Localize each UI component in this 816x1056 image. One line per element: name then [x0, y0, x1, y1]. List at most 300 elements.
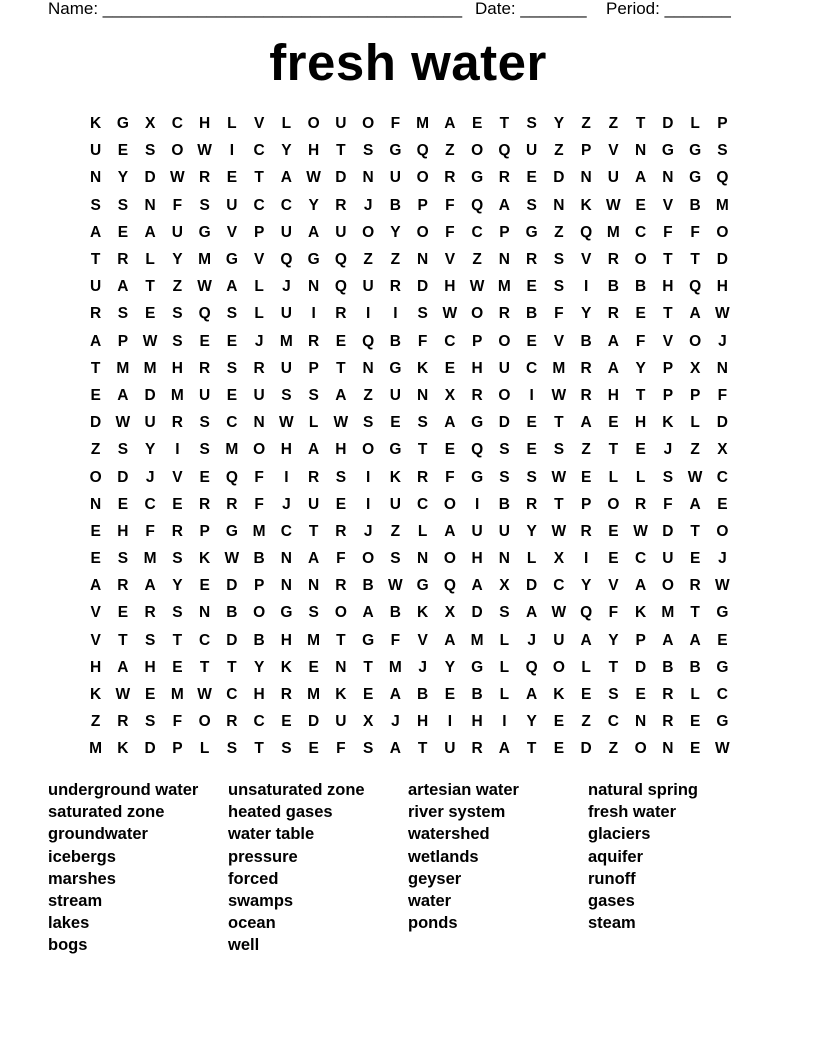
grid-letter: N — [199, 604, 211, 622]
grid-letter: V — [662, 332, 674, 350]
grid-letter: S — [362, 414, 374, 432]
grid-letter: M — [116, 359, 130, 377]
grid-letter: K — [417, 359, 429, 377]
grid-letter: E — [117, 495, 129, 513]
grid-letter: N — [498, 251, 510, 269]
grid-letter: U — [226, 196, 238, 214]
grid-letter: G — [661, 142, 674, 160]
grid-letter: S — [499, 468, 510, 486]
grid-letter: U — [280, 359, 292, 377]
grid-letter: L — [145, 251, 155, 269]
grid-letter: W — [606, 196, 621, 214]
grid-letter: M — [606, 223, 620, 241]
grid-letter: H — [716, 278, 728, 296]
grid-letter: F — [390, 115, 401, 133]
grid-letter: C — [280, 522, 292, 540]
grid-letter: N — [553, 196, 565, 214]
grid-letter: I — [502, 713, 507, 731]
grid-letter: C — [199, 631, 211, 649]
grid-letter: G — [689, 169, 702, 187]
grid-letter: S — [172, 332, 183, 350]
grid-letter: E — [362, 686, 374, 704]
grid-letter: F — [690, 223, 700, 241]
grid-letter: C — [253, 713, 265, 731]
grid-letter: M — [225, 441, 239, 459]
grid-letter: Q — [443, 577, 456, 595]
grid-letter: S — [199, 414, 210, 432]
grid-letter: T — [308, 522, 319, 540]
grid-letter: L — [417, 522, 428, 540]
word-bank-item: swamps — [228, 892, 294, 911]
grid-letter: V — [580, 251, 592, 269]
grid-letter: Y — [117, 169, 129, 187]
grid-letter: U — [280, 305, 292, 323]
grid-letter: S — [117, 196, 129, 214]
word-bank-item: groundwater — [48, 825, 148, 844]
grid-letter: W — [551, 468, 567, 486]
grid-letter: H — [662, 278, 674, 296]
grid-letter: J — [527, 631, 536, 649]
grid-letter: H — [90, 658, 102, 676]
grid-letter: V — [226, 223, 238, 241]
grid-letter: W — [469, 278, 485, 296]
grid-letter: J — [282, 278, 291, 296]
grid-letter: X — [717, 441, 728, 459]
grid-letter: E — [117, 223, 129, 241]
grid-letter: Z — [363, 386, 373, 404]
grid-letter: B — [389, 196, 401, 214]
grid-letter: C — [526, 359, 538, 377]
grid-letter: R — [662, 686, 674, 704]
grid-letter: M — [307, 631, 321, 649]
grid-letter: N — [362, 359, 374, 377]
grid-row — [82, 192, 736, 219]
grid-letter: Y — [308, 196, 319, 214]
grid-letter: T — [336, 142, 346, 160]
grid-letter: R — [226, 713, 238, 731]
grid-letter: V — [444, 251, 456, 269]
grid-letter: L — [690, 115, 700, 133]
grid-letter: R — [117, 713, 129, 731]
grid-letter: O — [716, 223, 729, 241]
grid-letter: U — [171, 223, 183, 241]
grid-letter: Y — [444, 658, 456, 676]
grid-letter: E — [580, 686, 592, 704]
word-bank-item: unsaturated zone — [228, 781, 365, 799]
grid-letter: P — [580, 142, 592, 160]
word-bank-item: saturated zone — [48, 803, 165, 822]
grid-row — [82, 355, 736, 382]
grid-letter: G — [198, 223, 211, 241]
grid-letter: S — [526, 468, 537, 486]
grid-letter: T — [635, 115, 646, 133]
word-bank-item: water table — [228, 825, 315, 844]
grid-letter: C — [226, 686, 238, 704]
grid-letter: P — [580, 495, 592, 513]
grid-letter: G — [225, 251, 238, 269]
grid-letter: H — [635, 414, 647, 432]
grid-letter: O — [634, 251, 647, 269]
grid-letter: N — [635, 713, 647, 731]
grid-letter: O — [607, 495, 620, 513]
grid-letter: P — [117, 332, 129, 350]
grid-letter: W — [551, 604, 567, 622]
word-bank-item: aquifer — [588, 847, 644, 866]
grid-row — [82, 545, 736, 572]
grid-letter: U — [498, 522, 510, 540]
grid-letter: N — [498, 550, 510, 568]
grid-letter: V — [90, 604, 101, 622]
grid-letter: R — [417, 468, 429, 486]
grid-letter: D — [144, 169, 156, 187]
grid-letter: D — [716, 414, 728, 432]
grid-letter: L — [254, 278, 264, 296]
grid-letter: S — [199, 196, 210, 214]
grid-letter: A — [90, 223, 102, 241]
grid-letter: G — [362, 631, 375, 649]
grid-letter: R — [117, 251, 129, 269]
grid-letter: J — [145, 468, 155, 486]
grid-letter: P — [689, 386, 701, 404]
grid-letter: D — [144, 740, 156, 758]
grid-letter: U — [90, 142, 102, 160]
grid-letter: P — [253, 577, 265, 595]
grid-letter: A — [144, 223, 156, 241]
grid-letter: Z — [581, 441, 591, 459]
grid-letter: W — [388, 577, 403, 595]
grid-letter: L — [199, 740, 210, 758]
grid-letter: J — [718, 550, 727, 568]
grid-letter: E — [335, 495, 347, 513]
grid-letter: U — [335, 115, 347, 133]
grid-letter: E — [199, 332, 210, 350]
grid-letter: R — [389, 278, 401, 296]
grid-row — [82, 654, 736, 681]
grid-letter: Q — [580, 223, 593, 241]
word-bank-item: heated gases — [228, 803, 333, 822]
grid-letter: E — [172, 658, 183, 676]
word-bank-item: glaciers — [588, 825, 651, 844]
grid-letter: A — [471, 577, 483, 595]
grid-letter: B — [580, 332, 592, 350]
grid-letter: E — [717, 495, 728, 513]
grid-letter: U — [389, 495, 401, 513]
grid-letter: I — [311, 305, 316, 323]
grid-row — [82, 219, 736, 246]
grid-letter: F — [635, 332, 646, 350]
grid-letter: T — [254, 740, 264, 758]
grid-letter: E — [526, 169, 537, 187]
word-bank-item: underground water — [48, 781, 199, 799]
grid-letter: R — [308, 332, 320, 350]
grid-letter: E — [144, 686, 156, 704]
grid-letter: A — [226, 278, 238, 296]
word-bank-item: watershed — [408, 825, 490, 844]
grid-letter: F — [172, 196, 183, 214]
grid-letter: F — [554, 305, 564, 323]
grid-letter: N — [417, 251, 429, 269]
grid-letter: R — [144, 604, 156, 622]
grid-letter: A — [389, 740, 401, 758]
grid-letter: T — [118, 631, 128, 649]
grid-letter: N — [362, 169, 374, 187]
grid-letter: G — [307, 251, 320, 269]
grid-letter: Y — [526, 522, 537, 540]
grid-letter: Z — [172, 278, 183, 296]
grid-letter: W — [715, 305, 730, 323]
grid-letter: T — [145, 278, 155, 296]
grid-letter: T — [608, 658, 619, 676]
grid-letter: V — [172, 468, 183, 486]
grid-letter: Y — [580, 305, 592, 323]
grid-letter: E — [635, 686, 646, 704]
grid-letter: S — [553, 441, 565, 459]
grid-letter: B — [689, 658, 701, 676]
grid-letter: A — [526, 686, 538, 704]
grid-letter: L — [581, 658, 591, 676]
grid-letter: R — [90, 305, 102, 323]
grid-letter: E — [199, 468, 210, 486]
grid-letter: W — [197, 686, 212, 704]
grid-letter: S — [526, 115, 537, 133]
grid-letter: R — [580, 386, 592, 404]
grid-letter: S — [308, 386, 319, 404]
grid-letter: C — [171, 115, 183, 133]
grid-letter: C — [607, 713, 619, 731]
grid-letter: M — [170, 386, 184, 404]
grid-letter: G — [716, 658, 729, 676]
grid-letter: X — [144, 115, 156, 133]
grid-row — [82, 382, 736, 409]
grid-letter: D — [526, 577, 538, 595]
grid-letter: T — [663, 251, 673, 269]
grid-letter: A — [526, 604, 538, 622]
grid-letter: Q — [471, 441, 484, 459]
grid-letter: R — [335, 305, 347, 323]
grid-letter: B — [253, 550, 265, 568]
grid-row — [82, 137, 736, 164]
grid-letter: C — [253, 142, 265, 160]
grid-letter: G — [689, 142, 702, 160]
grid-letter: S — [499, 604, 510, 622]
grid-letter: A — [90, 332, 102, 350]
grid-letter: N — [144, 196, 156, 214]
grid-letter: A — [444, 522, 456, 540]
grid-letter: E — [717, 631, 728, 649]
grid-letter: E — [144, 305, 156, 323]
grid-letter: F — [445, 196, 455, 214]
grid-letter: D — [553, 169, 565, 187]
grid-letter: O — [89, 468, 102, 486]
grid-letter: C — [471, 223, 483, 241]
grid-letter: A — [90, 577, 102, 595]
grid-letter: T — [254, 169, 264, 187]
grid-letter: A — [689, 305, 701, 323]
grid-row — [82, 735, 736, 762]
grid-letter: I — [447, 713, 453, 731]
grid-letter: M — [497, 278, 511, 296]
grid-row — [82, 273, 736, 300]
grid-letter: F — [172, 713, 183, 731]
grid-letter: K — [335, 686, 347, 704]
grid-letter: Q — [525, 658, 538, 676]
grid-letter: T — [499, 115, 510, 133]
grid-letter: N — [90, 495, 102, 513]
grid-letter: O — [198, 713, 211, 731]
grid-letter: R — [335, 196, 347, 214]
grid-letter: D — [90, 414, 102, 432]
grid-letter: K — [90, 686, 102, 704]
grid-letter: G — [416, 577, 429, 595]
grid-letter: E — [608, 522, 619, 540]
grid-letter: B — [635, 278, 647, 296]
grid-letter: U — [362, 278, 374, 296]
grid-letter: Q — [498, 142, 511, 160]
grid-letter: O — [307, 115, 320, 133]
grid-letter: W — [197, 142, 212, 160]
grid-letter: H — [471, 359, 483, 377]
grid-letter: Z — [554, 142, 564, 160]
grid-letter: I — [474, 495, 480, 513]
grid-letter: D — [498, 414, 510, 432]
grid-letter: R — [580, 522, 592, 540]
grid-letter: S — [281, 386, 292, 404]
grid-letter: S — [90, 196, 101, 214]
grid-letter: E — [390, 414, 401, 432]
grid-letter: U — [526, 142, 538, 160]
grid-row — [82, 164, 736, 191]
grid-row — [82, 300, 736, 327]
grid-letter: U — [389, 169, 401, 187]
grid-letter: X — [362, 713, 374, 731]
grid-letter: R — [199, 359, 211, 377]
grid-letter: G — [280, 604, 293, 622]
word-bank-item: geyser — [408, 869, 462, 888]
grid-letter: C — [417, 495, 429, 513]
grid-letter: H — [171, 359, 183, 377]
grid-letter: J — [363, 522, 373, 540]
grid-letter: W — [715, 740, 730, 758]
grid-letter: Y — [390, 223, 401, 241]
word-bank-item: artesian water — [408, 781, 519, 799]
grid-letter: R — [471, 386, 483, 404]
word-bank — [48, 779, 768, 957]
grid-letter: N — [635, 142, 647, 160]
grid-letter: S — [144, 713, 156, 731]
word-bank-item: wetlands — [408, 847, 479, 866]
grid-letter: O — [471, 305, 484, 323]
grid-letter: Y — [526, 713, 537, 731]
grid-letter: R — [689, 577, 701, 595]
grid-letter: W — [442, 305, 458, 323]
word-bank-item: steam — [588, 914, 636, 933]
grid-letter: T — [227, 658, 237, 676]
grid-letter: E — [90, 550, 101, 568]
grid-letter: M — [170, 686, 184, 704]
grid-letter: N — [90, 169, 102, 187]
grid-letter: C — [444, 332, 456, 350]
word-bank-item: ocean — [228, 914, 276, 933]
grid-letter: F — [445, 468, 455, 486]
grid-letter: R — [308, 468, 320, 486]
grid-letter: Z — [581, 115, 591, 133]
grid-letter: A — [117, 386, 129, 404]
grid-letter: E — [471, 115, 483, 133]
grid-letter: A — [607, 359, 619, 377]
grid-letter: Z — [608, 740, 619, 758]
grid-letter: Q — [471, 196, 484, 214]
grid-letter: T — [363, 658, 373, 676]
grid-letter: R — [253, 359, 265, 377]
grid-letter: E — [335, 332, 347, 350]
grid-letter: A — [117, 658, 129, 676]
grid-letter: T — [635, 386, 646, 404]
grid-letter: O — [253, 441, 266, 459]
grid-letter: I — [229, 142, 235, 160]
grid-letter: A — [444, 115, 456, 133]
grid-letter: H — [117, 522, 129, 540]
grid-letter: E — [90, 522, 101, 540]
grid-letter: E — [635, 441, 646, 459]
grid-letter: T — [663, 305, 673, 323]
grid-letter: V — [608, 142, 619, 160]
grid-letter: F — [717, 386, 728, 404]
grid-letter: M — [661, 604, 675, 622]
grid-letter: N — [280, 550, 292, 568]
grid-letter: A — [444, 414, 456, 432]
grid-letter: F — [145, 522, 155, 540]
grid-letter: R — [607, 305, 619, 323]
word-bank-item: fresh water — [588, 803, 677, 822]
grid-letter: A — [635, 577, 647, 595]
grid-letter: L — [526, 550, 537, 568]
grid-letter: S — [417, 305, 428, 323]
grid-letter: Z — [390, 251, 401, 269]
grid-letter: K — [117, 740, 129, 758]
grid-letter: N — [253, 414, 265, 432]
puzzle-title: fresh water — [269, 34, 547, 91]
grid-letter: T — [526, 740, 537, 758]
grid-letter: H — [607, 386, 619, 404]
grid-letter: R — [580, 359, 592, 377]
grid-letter: S — [226, 305, 238, 323]
grid-letter: J — [282, 495, 291, 513]
grid-letter: I — [365, 468, 371, 486]
grid-letter: F — [254, 468, 264, 486]
grid-letter: H — [471, 713, 483, 731]
grid-letter: K — [199, 550, 211, 568]
word-bank-item: icebergs — [48, 847, 116, 866]
grid-letter: P — [308, 359, 319, 377]
grid-letter: A — [635, 169, 647, 187]
grid-letter: V — [253, 115, 265, 133]
grid-letter: Z — [90, 713, 101, 731]
grid-letter: R — [280, 686, 292, 704]
grid-letter: O — [471, 142, 484, 160]
grid-letter: L — [635, 468, 646, 486]
grid-letter: N — [580, 169, 592, 187]
grid-letter: K — [90, 115, 102, 133]
grid-letter: O — [552, 658, 565, 676]
grid-letter: K — [580, 196, 592, 214]
grid-letter: F — [445, 223, 455, 241]
grid-letter: E — [226, 332, 238, 350]
grid-letter: R — [662, 713, 674, 731]
grid-letter: E — [526, 278, 537, 296]
grid-letter: M — [388, 658, 402, 676]
grid-letter: G — [471, 658, 484, 676]
grid-letter: N — [662, 740, 674, 758]
